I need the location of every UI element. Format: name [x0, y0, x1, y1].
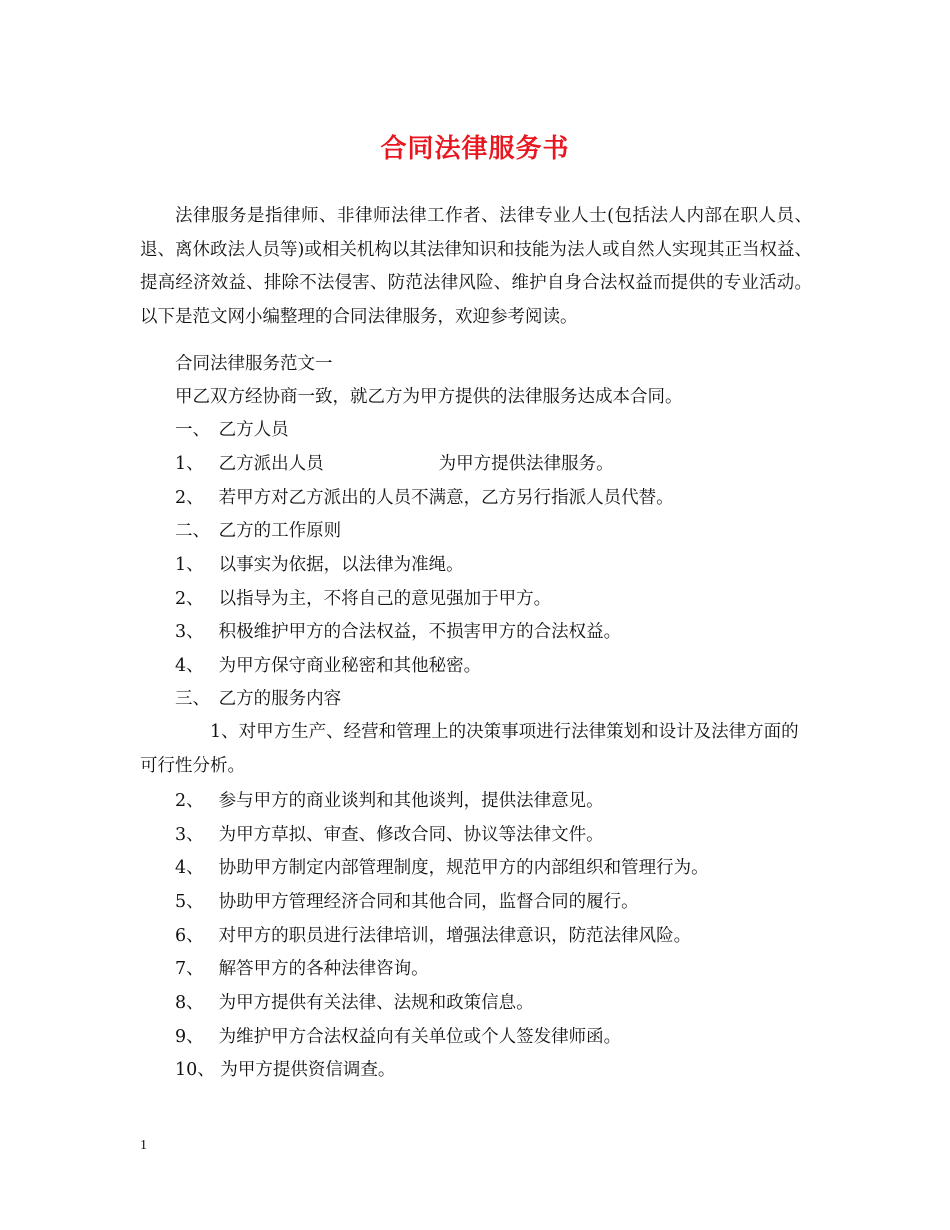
item-number: 5、 — [175, 892, 204, 912]
item-number: 8、 — [175, 993, 204, 1013]
section-number: 二、 — [175, 521, 210, 541]
list-item — [175, 892, 639, 912]
item-number: 1、 — [210, 722, 239, 742]
sample-heading: 合同法律服务范文一 — [175, 354, 333, 374]
item-text: 为甲方草拟、审查、修改合同、协议等法律文件。 — [218, 825, 604, 845]
list-item — [175, 555, 464, 575]
section-heading-2 — [175, 521, 341, 541]
list-item — [175, 589, 551, 609]
section-number: 三、 — [175, 689, 210, 709]
list-item — [175, 791, 604, 811]
section-heading-1 — [175, 420, 289, 440]
item-text: 为甲方提供有关法律、法规和政策信息。 — [218, 993, 534, 1013]
list-item — [175, 454, 614, 474]
item-number: 3、 — [175, 825, 204, 845]
item-text: 参与甲方的商业谈判和其他谈判，提供法律意见。 — [218, 791, 604, 811]
item-text: 协助甲方制定内部管理制度，规范甲方的内部组织和管理行为。 — [218, 858, 709, 878]
item-text: 协助甲方管理经济合同和其他合同，监督合同的履行。 — [218, 892, 639, 912]
item-text: 为维护甲方合法权益向有关单位或个人签发律师函。 — [218, 1027, 622, 1047]
list-item — [175, 488, 674, 508]
section-number: 一、 — [175, 420, 210, 440]
item-text: 乙方派出人员 — [218, 454, 324, 474]
item-number: 9、 — [175, 1027, 204, 1047]
item-number: 10、 — [175, 1060, 215, 1080]
list-item — [175, 1060, 395, 1080]
item-number: 2、 — [175, 589, 204, 609]
intro-paragraph: 法律服务是指律师、非律师法律工作者、法律专业人士(包括法人内部在职人员、退、离休政法人员等)或相关机构以其法律知识和技能为法人或自然人实现其正当权益、提高经济效益、排除不法侵害、防范法律风险、维护自身合法权益而提供的专业活动。以下是范文网小编整理的合同法律服务，欢迎参考阅读。 — [140, 206, 812, 327]
item-number: 2、 — [175, 791, 204, 811]
item-text: 为甲方保守商业秘密和其他秘密。 — [218, 656, 482, 676]
item-text: 为甲方提供资信调查。 — [220, 1060, 396, 1080]
item-number: 4、 — [175, 858, 204, 878]
item-text: 为甲方提供法律服务。 — [438, 454, 614, 474]
item-text: 解答甲方的各种法律咨询。 — [218, 959, 429, 979]
item-text: 若甲方对乙方派出的人员不满意，乙方另行指派人员代替。 — [218, 488, 674, 508]
item-number: 4、 — [175, 656, 204, 676]
page-number: 1 — [140, 1138, 147, 1153]
section-heading-3 — [175, 689, 341, 709]
section-title: 乙方的工作原则 — [218, 521, 342, 541]
section-title: 乙方的服务内容 — [218, 689, 342, 709]
list-item — [175, 993, 534, 1013]
item-number: 7、 — [175, 959, 204, 979]
list-item — [175, 622, 621, 642]
item-text: 积极维护甲方的合法权益，不损害甲方的合法权益。 — [218, 622, 622, 642]
preamble: 甲乙双方经协商一致，就乙方为甲方提供的法律服务达成本合同。 — [175, 387, 683, 407]
list-item — [140, 716, 812, 783]
item-number: 1、 — [175, 454, 204, 474]
item-text: 以事实为依据，以法律为准绳。 — [218, 555, 464, 575]
item-text: 以指导为主，不将自己的意见强加于甲方。 — [218, 589, 552, 609]
item-text: 对甲方的职员进行法律培训，增强法律意识，防范法律风险。 — [218, 926, 692, 946]
list-item — [175, 858, 709, 878]
document-title: 合同法律服务书 — [380, 134, 570, 164]
item-number: 2、 — [175, 488, 204, 508]
section-title: 乙方人员 — [218, 420, 289, 440]
item-number: 6、 — [175, 926, 204, 946]
list-item — [175, 825, 604, 845]
list-item — [175, 656, 481, 676]
item-number: 1、 — [175, 555, 204, 575]
list-item — [175, 1027, 621, 1047]
item-number: 3、 — [175, 622, 204, 642]
list-item — [175, 959, 429, 979]
item-text: 对甲方生产、经营和管理上的决策事项进行法律策划和设计及法律方面的可行性分析。 — [140, 722, 799, 776]
list-item — [175, 926, 691, 946]
